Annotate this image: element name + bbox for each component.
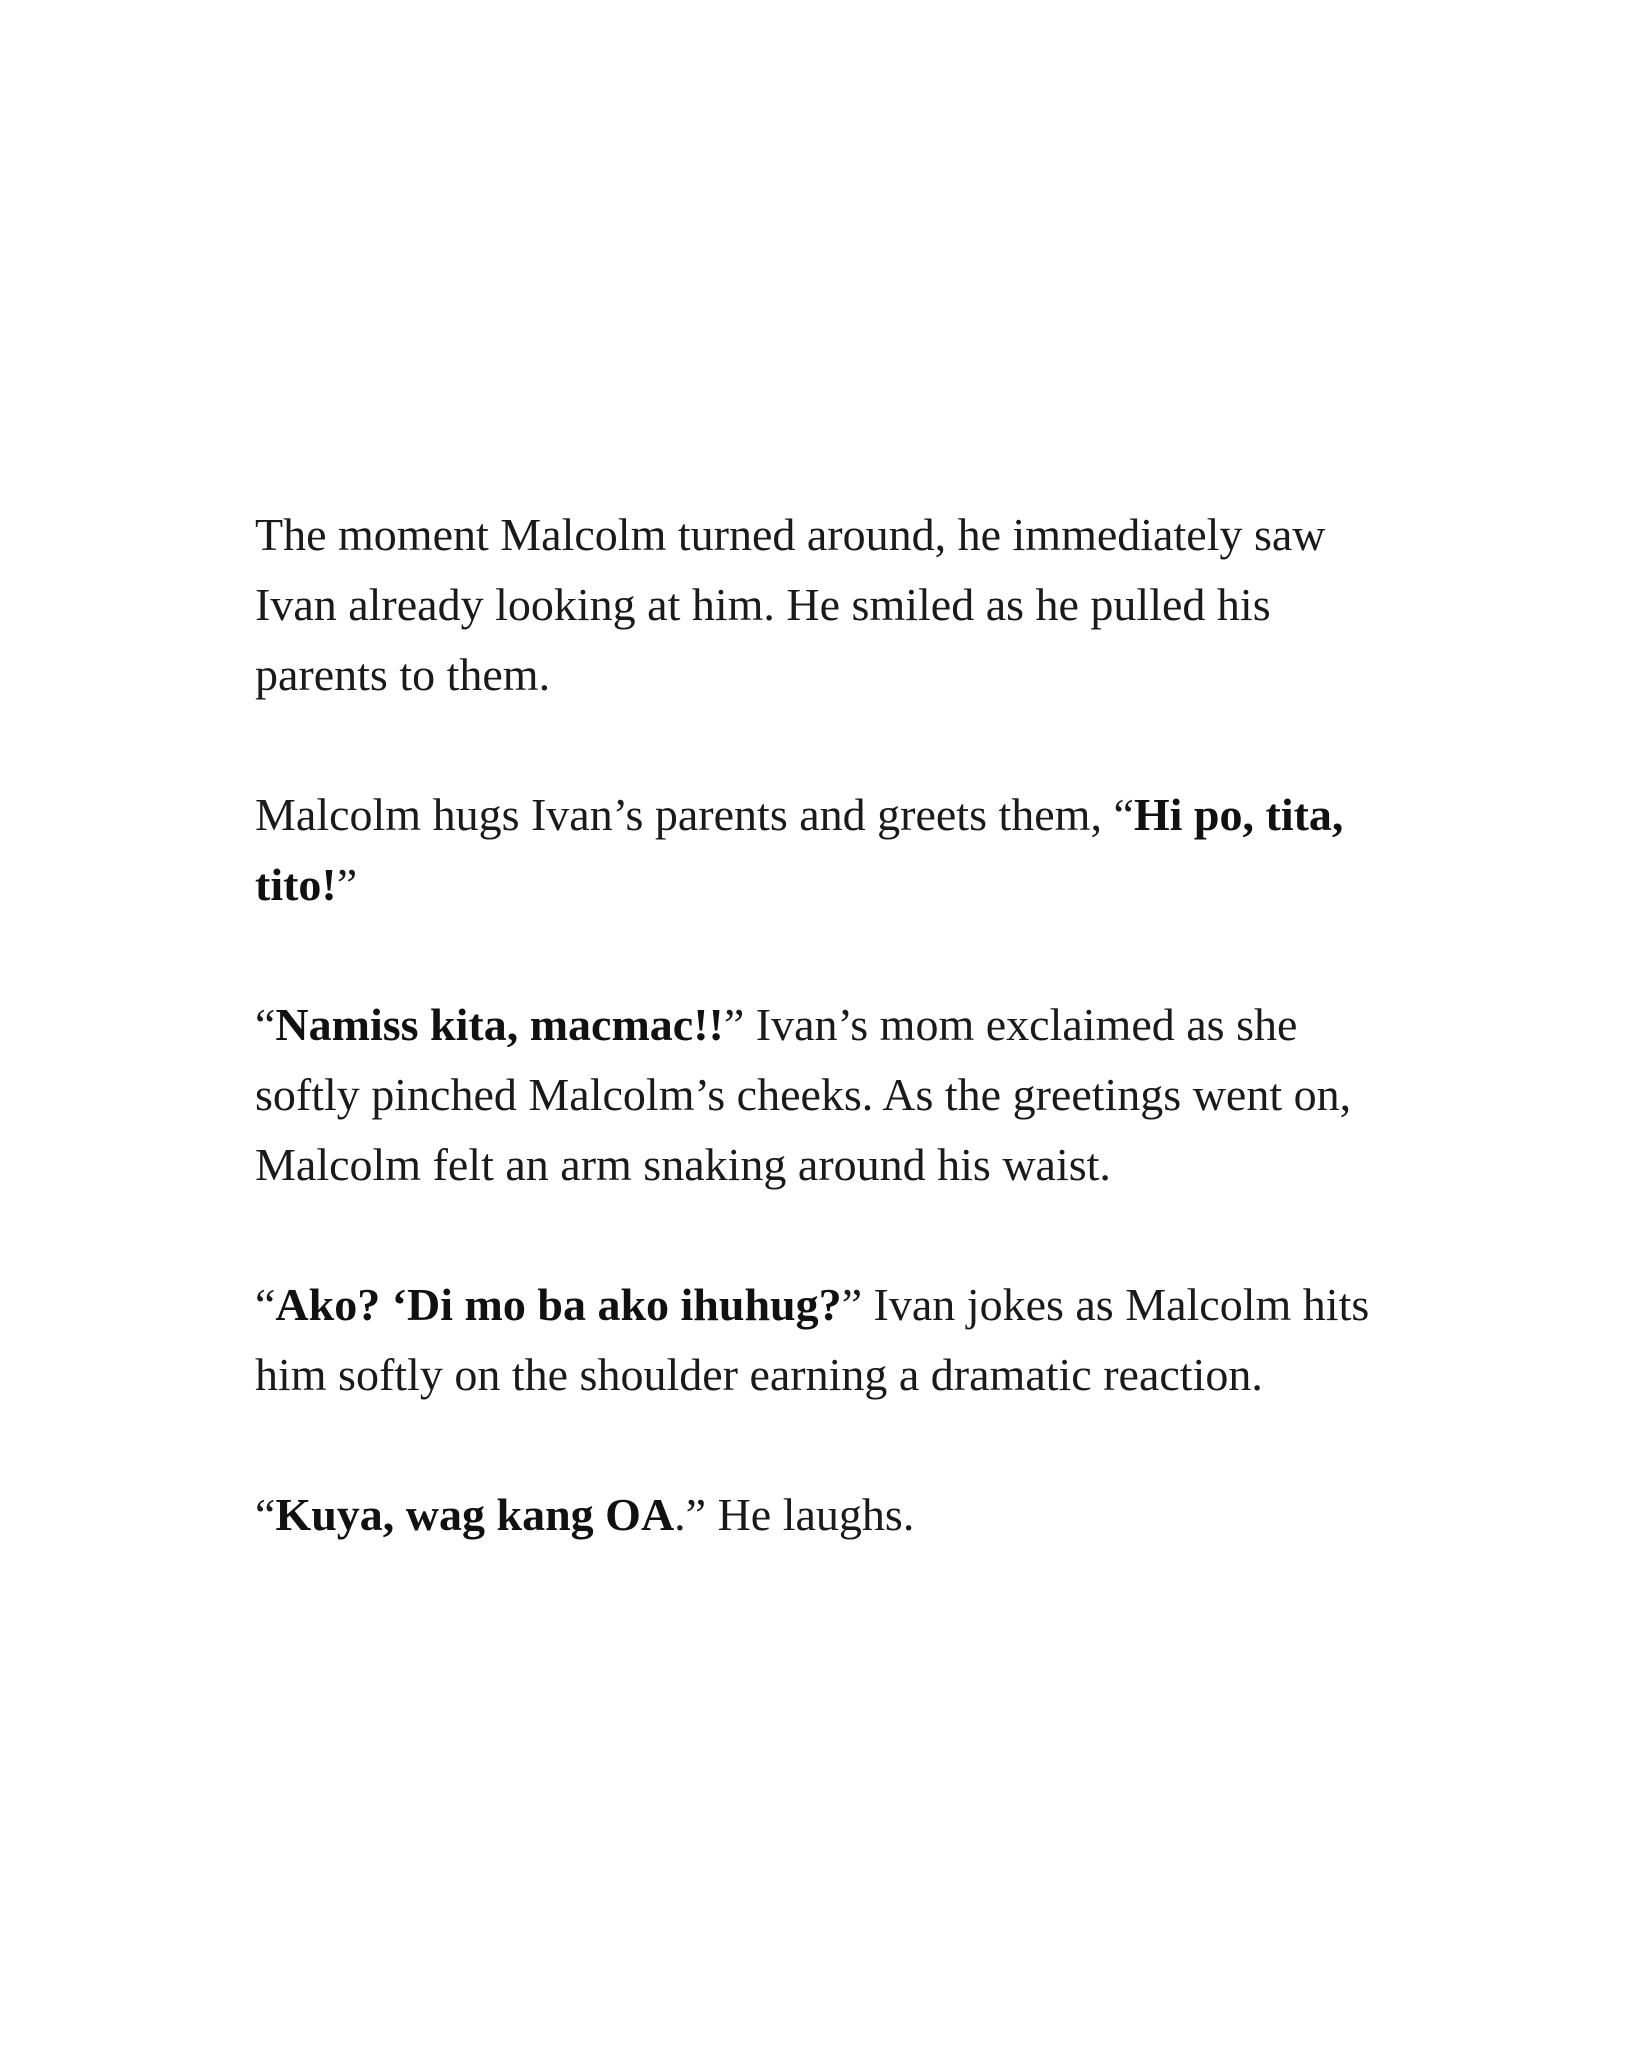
paragraph-5 [255,1480,1405,1550]
story-text [255,500,1405,1550]
paragraph-2 [255,780,1405,920]
narration-text: The moment Malcolm turned around, he immediately saw Ivan already looking at him. He smiled as he pulled his parents to them. [255,509,1326,700]
closing-quote: ” [336,859,358,910]
opening-quote: “ [255,1489,276,1540]
opening-quote: “ [255,1279,276,1330]
narration-text: Malcolm hugs Ivan’s parents and greets them, “ [255,789,1134,840]
paragraph-1 [255,500,1405,710]
paragraph-4 [255,1270,1405,1410]
narration-text: ” Ivan’s mom exclaimed as she softly pinched Malcolm’s cheeks. As the greetings went on, Malcolm felt an arm snaking around his waist. [255,999,1352,1190]
dialogue-text: Hi po, tita, tito! [255,789,1344,910]
paragraph-3 [255,990,1405,1200]
narration-text: .” He laughs. [674,1489,915,1540]
opening-quote: “ [255,999,276,1050]
narration-text: ” Ivan jokes as Malcolm hits him softly on the shoulder earning a dramatic reaction. [255,1279,1370,1400]
dialogue-text: Kuya, wag kang OA [275,1489,675,1540]
dialogue-text: Ako? ‘Di mo ba ako ihuhug? [275,1279,842,1330]
dialogue-text: Namiss kita, macmac!! [275,999,724,1050]
